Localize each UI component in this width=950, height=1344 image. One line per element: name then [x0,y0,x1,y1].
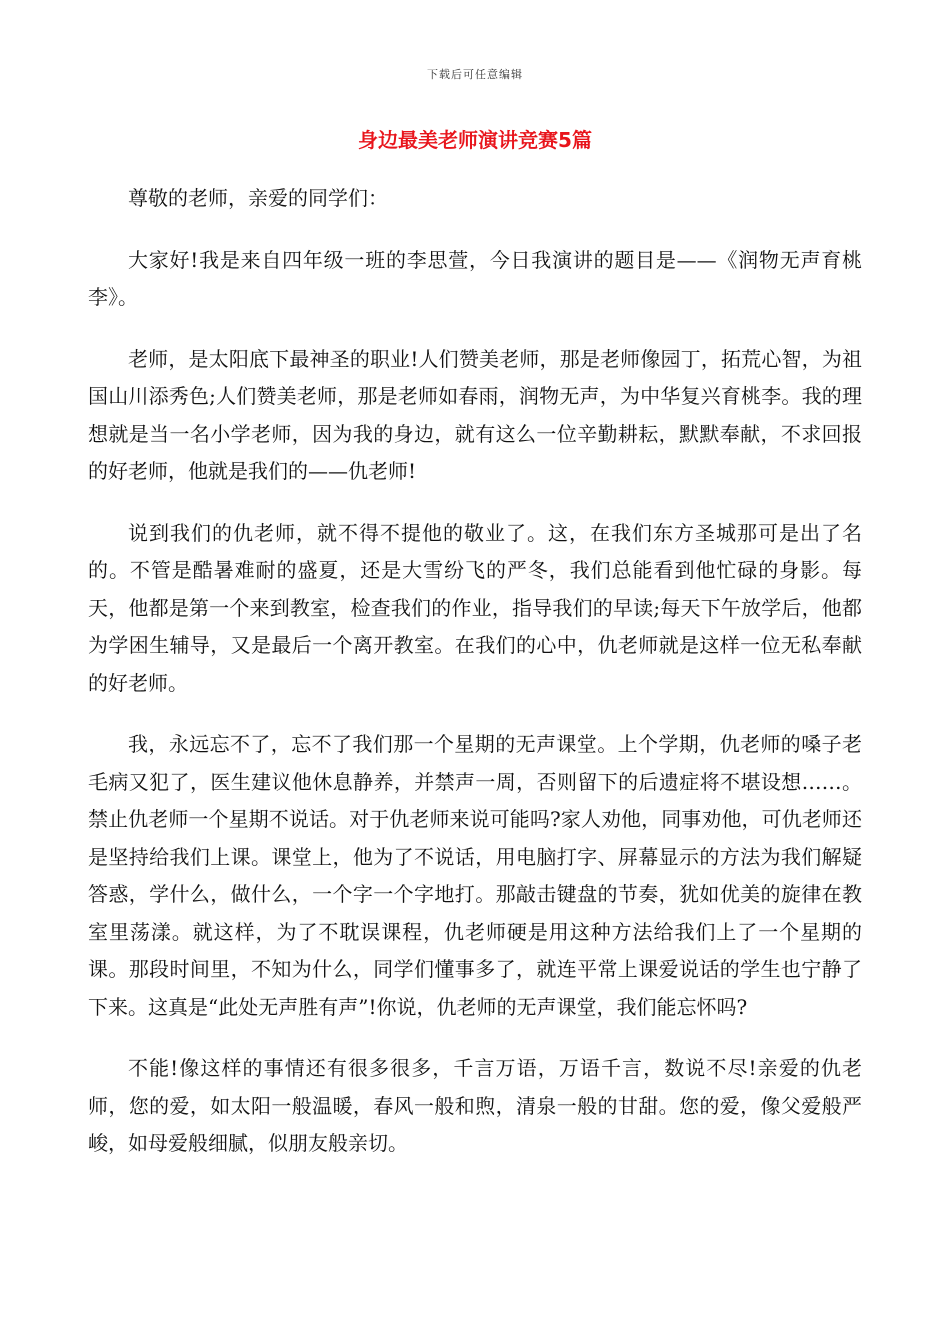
body-paragraph: 老师，是太阳底下最神圣的职业!人们赞美老师，那是老师像园丁，拓荒心智，为祖国山川添秀色;人们赞美老师，那是老师如春雨，润物无声，为中华复兴育桃李。我的理想就是当一名小学老师，因为我的身边，就有这么一位辛勤耕耘，默默奉献，不求回报的好老师，他就是我们的——仇老师! [88,346,862,483]
body-paragraph: 大家好!我是来自四年级一班的李思萱，今日我演讲的题目是——《润物无声育桃李》。 [88,247,862,309]
header-note: 下载后可任意编辑 [427,68,523,81]
document-title: 身边最美老师演讲竞赛5篇 [358,128,592,152]
body-paragraph: 我，永远忘不了，忘不了我们那一个星期的无声课堂。上个学期，仇老师的嗓子老毛病又犯了，医生建议他休息静养，并禁声一周，否则留下的后遗症将不堪设想……。禁止仇老师一个星期不说话。对于仇老师来说可能吗?家人劝他，同事劝他，可仇老师还是坚持给我们上课。课堂上，他为了不说话，用电脑打字、屏幕显示的方法为我们解疑答惑，学什么，做什么，一个字一个字地打。那敲击键盘的节奏，犹如优美的旋律在教室里荡漾。就这样，为了不耽误课程，仇老师硬是用这种方法给我们上了一个星期的课。那段时间里，不知为什么，同学们懂事多了，就连平常上课爱说话的学生也宁静了下来。这真是“此处无声胜有声”!你说，仇老师的无声课堂，我们能忘怀吗? [88,732,862,1019]
salutation-paragraph: 尊敬的老师，亲爱的同学们： [128,186,388,210]
body-paragraph: 不能!像这样的事情还有很多很多，千言万语，万语千言，数说不尽!亲爱的仇老师，您的爱，如太阳一般温暖，春风一般和煦，清泉一般的甘甜。您的爱，像父爱般严峻，如母爱般细腻，似朋友般亲切。 [88,1056,862,1155]
document-body [88,180,862,1187]
body-paragraph: 说到我们的仇老师，就不得不提他的敬业了。这，在我们东方圣城那可是出了名的。不管是酷暑难耐的盛夏，还是大雪纷飞的严冬，我们总能看到他忙碌的身影。每天，他都是第一个来到教室，检查我们的作业，指导我们的早读;每天下午放学后，他都为学困生辅导，又是最后一个离开教室。在我们的心中，仇老师就是这样一位无私奉献的好老师。 [88,520,862,695]
